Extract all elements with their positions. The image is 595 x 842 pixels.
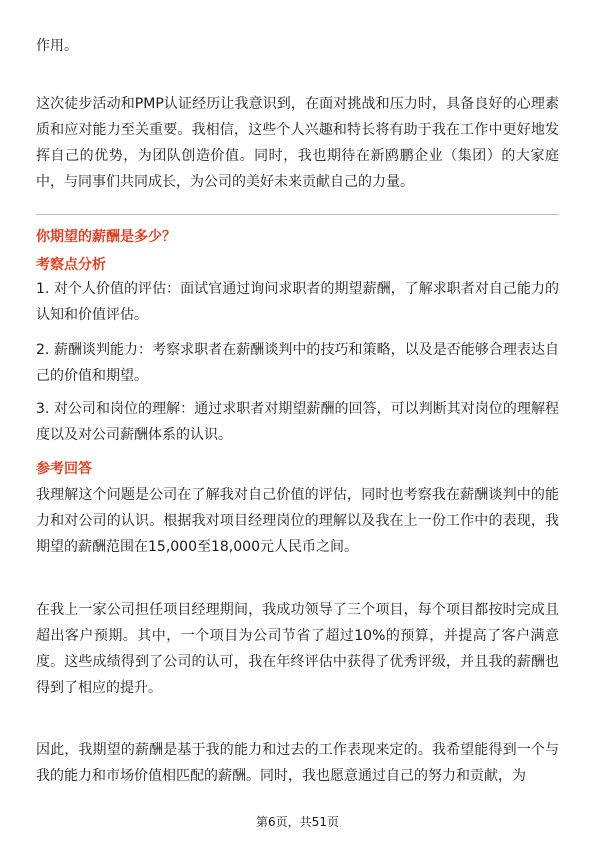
- intro-tail-text: 作用。: [36, 38, 78, 54]
- answer-heading: 参考回答: [36, 461, 92, 477]
- question-title: 你期望的薪酬是多少？: [36, 229, 176, 245]
- answer-paragraph-3: 因此，我期望的薪酬是基于我的能力和过去的工作表现来定的。我希望能得到一个与我的能力和市场价值相匹配的薪酬。同时，我也愿意通过自己的努力和贡献，为: [36, 742, 559, 784]
- answer-paragraph-1: 我理解这个问题是公司在了解我对自己价值的评估，同时也考察我在薪酬谈判中的能力和对公司的认识。根据我对项目经理岗位的理解以及我在上一份工作中的表现，我期望的薪酬范围在15,000至18,000元人民币之间。: [36, 487, 559, 555]
- analysis-item-3: 3. 对公司和岗位的理解：通过求职者对期望薪酬的回答，可以判断其对岗位的理解程度以及对公司薪酬体系的认识。: [36, 401, 559, 443]
- analysis-heading: 考察点分析: [36, 257, 106, 273]
- analysis-item-2: 2. 薪酬谈判能力：考察求职者在薪酬谈判中的技巧和策略，以及是否能够合理表达自己的价值和期望。: [36, 342, 559, 384]
- answer-paragraph-2: 在我上一家公司担任项目经理期间，我成功领导了三个项目，每个项目都按时完成且超出客户预期。其中，一个项目为公司节省了超过10%的预算，并提高了客户满意度。这些成绩得到了公司的认可，我在年终评估中获得了优秀评级，并且我的薪酬也得到了相应的提升。: [36, 602, 559, 696]
- section-divider: [36, 214, 559, 215]
- page-number: 第6页，共51页: [256, 815, 339, 829]
- intro-paragraph: 这次徒步活动和PMP认证经历让我意识到，在面对挑战和压力时，具备良好的心理素质和应对能力至关重要。我相信，这些个人兴趣和特长将有助于我在工作中更好地发挥自己的优势，为团队创造价值。同时，我也期待在新鸥鹏企业（集团）的大家庭中，与同事们共同成长，为公司的美好未来贡献自己的力量。: [36, 96, 559, 190]
- analysis-item-1: 1. 对个人价值的评估：面试官通过询问求职者的期望薪酬，了解求职者对自己能力的认知和价值评估。: [36, 281, 559, 323]
